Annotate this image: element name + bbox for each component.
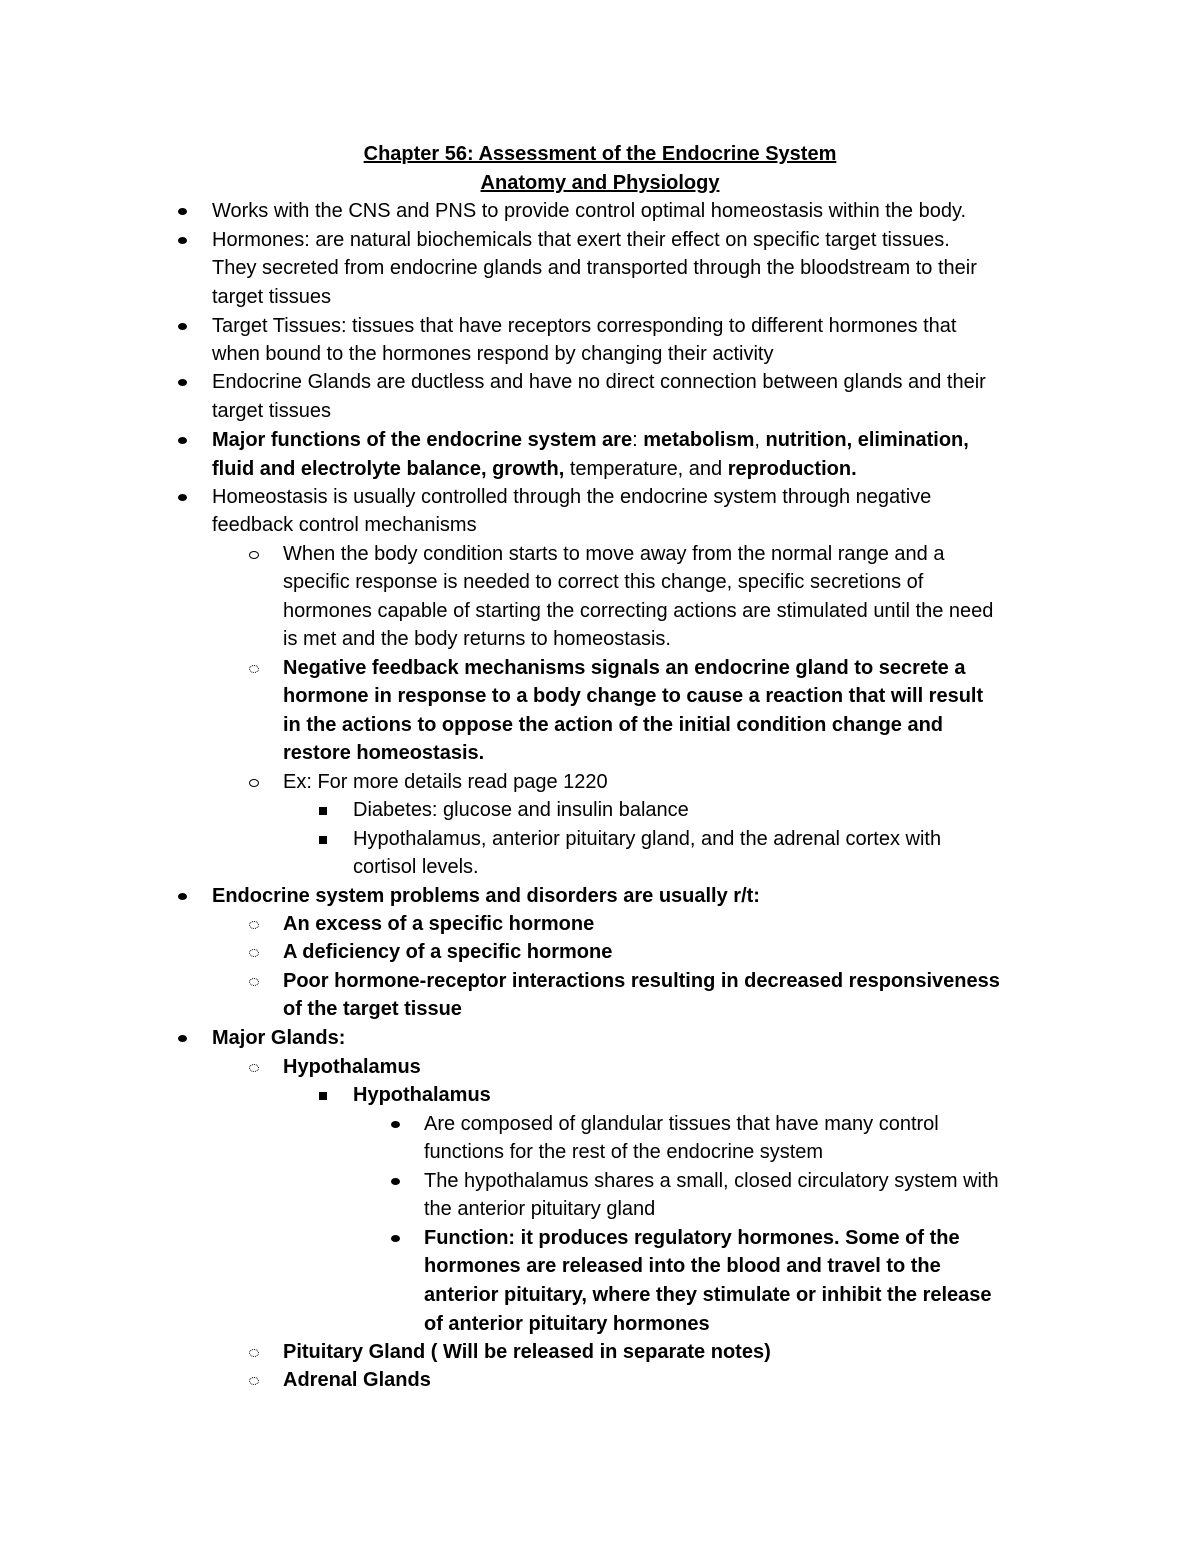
- list-item-continued: specific response is needed to correct this change, specific secretions of: [283, 571, 924, 593]
- bullet-circle-icon: [244, 540, 264, 568]
- bullet-dotted-circle-icon: [244, 1338, 264, 1366]
- list-item: Target Tissues: tissues that have receptors corresponding to different hormones that: [212, 315, 957, 337]
- bullet-square-icon: [313, 1081, 333, 1109]
- list-item-continued: restore homeostasis.: [283, 742, 485, 764]
- list-item: An excess of a specific hormone: [283, 913, 595, 935]
- list-item-continued: hormone in response to a body change to cause a reaction that will result: [283, 685, 984, 707]
- list-item: Hypothalamus, anterior pituitary gland, and the adrenal cortex with: [353, 828, 942, 850]
- list-item-continued: functions for the rest of the endocrine system: [424, 1141, 824, 1163]
- list-item: Negative feedback mechanisms signals an endocrine gland to secrete a: [283, 657, 966, 679]
- plain-text: :: [632, 429, 644, 451]
- list-item: Adrenal Glands: [283, 1369, 431, 1391]
- bullet-dotted-circle-icon: [244, 1053, 264, 1081]
- list-item-continued: of the target tissue: [283, 998, 462, 1020]
- bullet-square-icon: [313, 825, 333, 853]
- bullet-dotted-circle-icon: [244, 967, 264, 995]
- bold-text: Major functions of the endocrine system are: [212, 429, 633, 451]
- list-item-continued: when bound to the hormones respond by changing their activity: [212, 343, 774, 365]
- list-item: Diabetes: glucose and insulin balance: [353, 799, 689, 821]
- bullet-dot-icon: [172, 312, 192, 340]
- bullet-dotted-circle-icon: [244, 938, 264, 966]
- plain-text: ,: [754, 429, 766, 451]
- bullet-dotted-circle-icon: [244, 1366, 264, 1394]
- list-item-continued: feedback control mechanisms: [212, 514, 477, 536]
- list-item-continued: is met and the body returns to homeostasis.: [283, 628, 671, 650]
- bullet-dotted-circle-icon: [244, 910, 264, 938]
- list-item-continued: hormones capable of starting the correcting actions are stimulated until the need: [283, 600, 994, 622]
- plain-text: temperature, and: [564, 458, 728, 480]
- bold-text: reproduction.: [727, 458, 857, 480]
- list-item: Major Glands:: [212, 1027, 346, 1049]
- list-item-continued: They secreted from endocrine glands and transported through the bloodstream to their: [212, 257, 977, 279]
- list-item-continued: cortisol levels.: [353, 856, 479, 878]
- bullet-dot-icon: [172, 368, 192, 396]
- list-item: A deficiency of a specific hormone: [283, 941, 613, 963]
- list-item: Poor hormone-receptor interactions resulting in decreased responsiveness: [283, 970, 1000, 992]
- list-item: Pituitary Gland ( Will be released in separate notes): [283, 1341, 771, 1363]
- list-item: The hypothalamus shares a small, closed circulatory system with: [424, 1170, 999, 1192]
- list-item-continued: the anterior pituitary gland: [424, 1198, 656, 1220]
- list-item-continued: of anterior pituitary hormones: [424, 1313, 710, 1335]
- bullet-dot-icon: [172, 483, 192, 511]
- list-item-continued: hormones are released into the blood and travel to the: [424, 1255, 941, 1277]
- list-item-continued: target tissues: [212, 286, 331, 308]
- list-item: Hypothalamus: [283, 1056, 421, 1078]
- list-item-continued: target tissues: [212, 400, 331, 422]
- bullet-dot-icon: [385, 1224, 405, 1252]
- list-item-continued: anterior pituitary, where they stimulate or inhibit the release: [424, 1284, 992, 1306]
- list-item-continued: in the actions to oppose the action of the initial condition change and: [283, 714, 944, 736]
- list-item: Ex: For more details read page 1220: [283, 771, 608, 793]
- bullet-dot-icon: [172, 426, 192, 454]
- list-item: Function: it produces regulatory hormones. Some of the: [424, 1227, 960, 1249]
- list-item: [212, 426, 969, 454]
- list-item: Homeostasis is usually controlled through the endocrine system through negative: [212, 486, 932, 508]
- bullet-dot-icon: [172, 882, 192, 910]
- bullet-square-icon: [313, 796, 333, 824]
- list-item: Endocrine system problems and disorders are usually r/t:: [212, 885, 760, 907]
- list-item: Endocrine Glands are ductless and have no direct connection between glands and their: [212, 371, 986, 393]
- bullet-circle-icon: [244, 768, 264, 796]
- section-heading: Anatomy and Physiology: [480, 172, 720, 194]
- bullet-dot-icon: [172, 1024, 192, 1052]
- bold-text: metabolism: [643, 429, 755, 451]
- page-title: Chapter 56: Assessment of the Endocrine System: [363, 143, 837, 165]
- bullet-dot-icon: [385, 1167, 405, 1195]
- bullet-dot-icon: [172, 226, 192, 254]
- list-item: Hypothalamus: [353, 1084, 491, 1106]
- bullet-dot-icon: [385, 1110, 405, 1138]
- list-item: When the body condition starts to move away from the normal range and a: [283, 543, 945, 565]
- bold-text: nutrition, elimination,: [765, 429, 969, 451]
- list-item-continued: [212, 455, 857, 483]
- list-item: Works with the CNS and PNS to provide control optimal homeostasis within the body.: [212, 200, 967, 222]
- bullet-dotted-circle-icon: [244, 654, 264, 682]
- list-item: Hormones: are natural biochemicals that exert their effect on specific target tissues.: [212, 229, 950, 251]
- bold-text: fluid and electrolyte balance, growth,: [212, 458, 565, 480]
- list-item: Are composed of glandular tissues that have many control: [424, 1113, 939, 1135]
- bullet-dot-icon: [172, 197, 192, 225]
